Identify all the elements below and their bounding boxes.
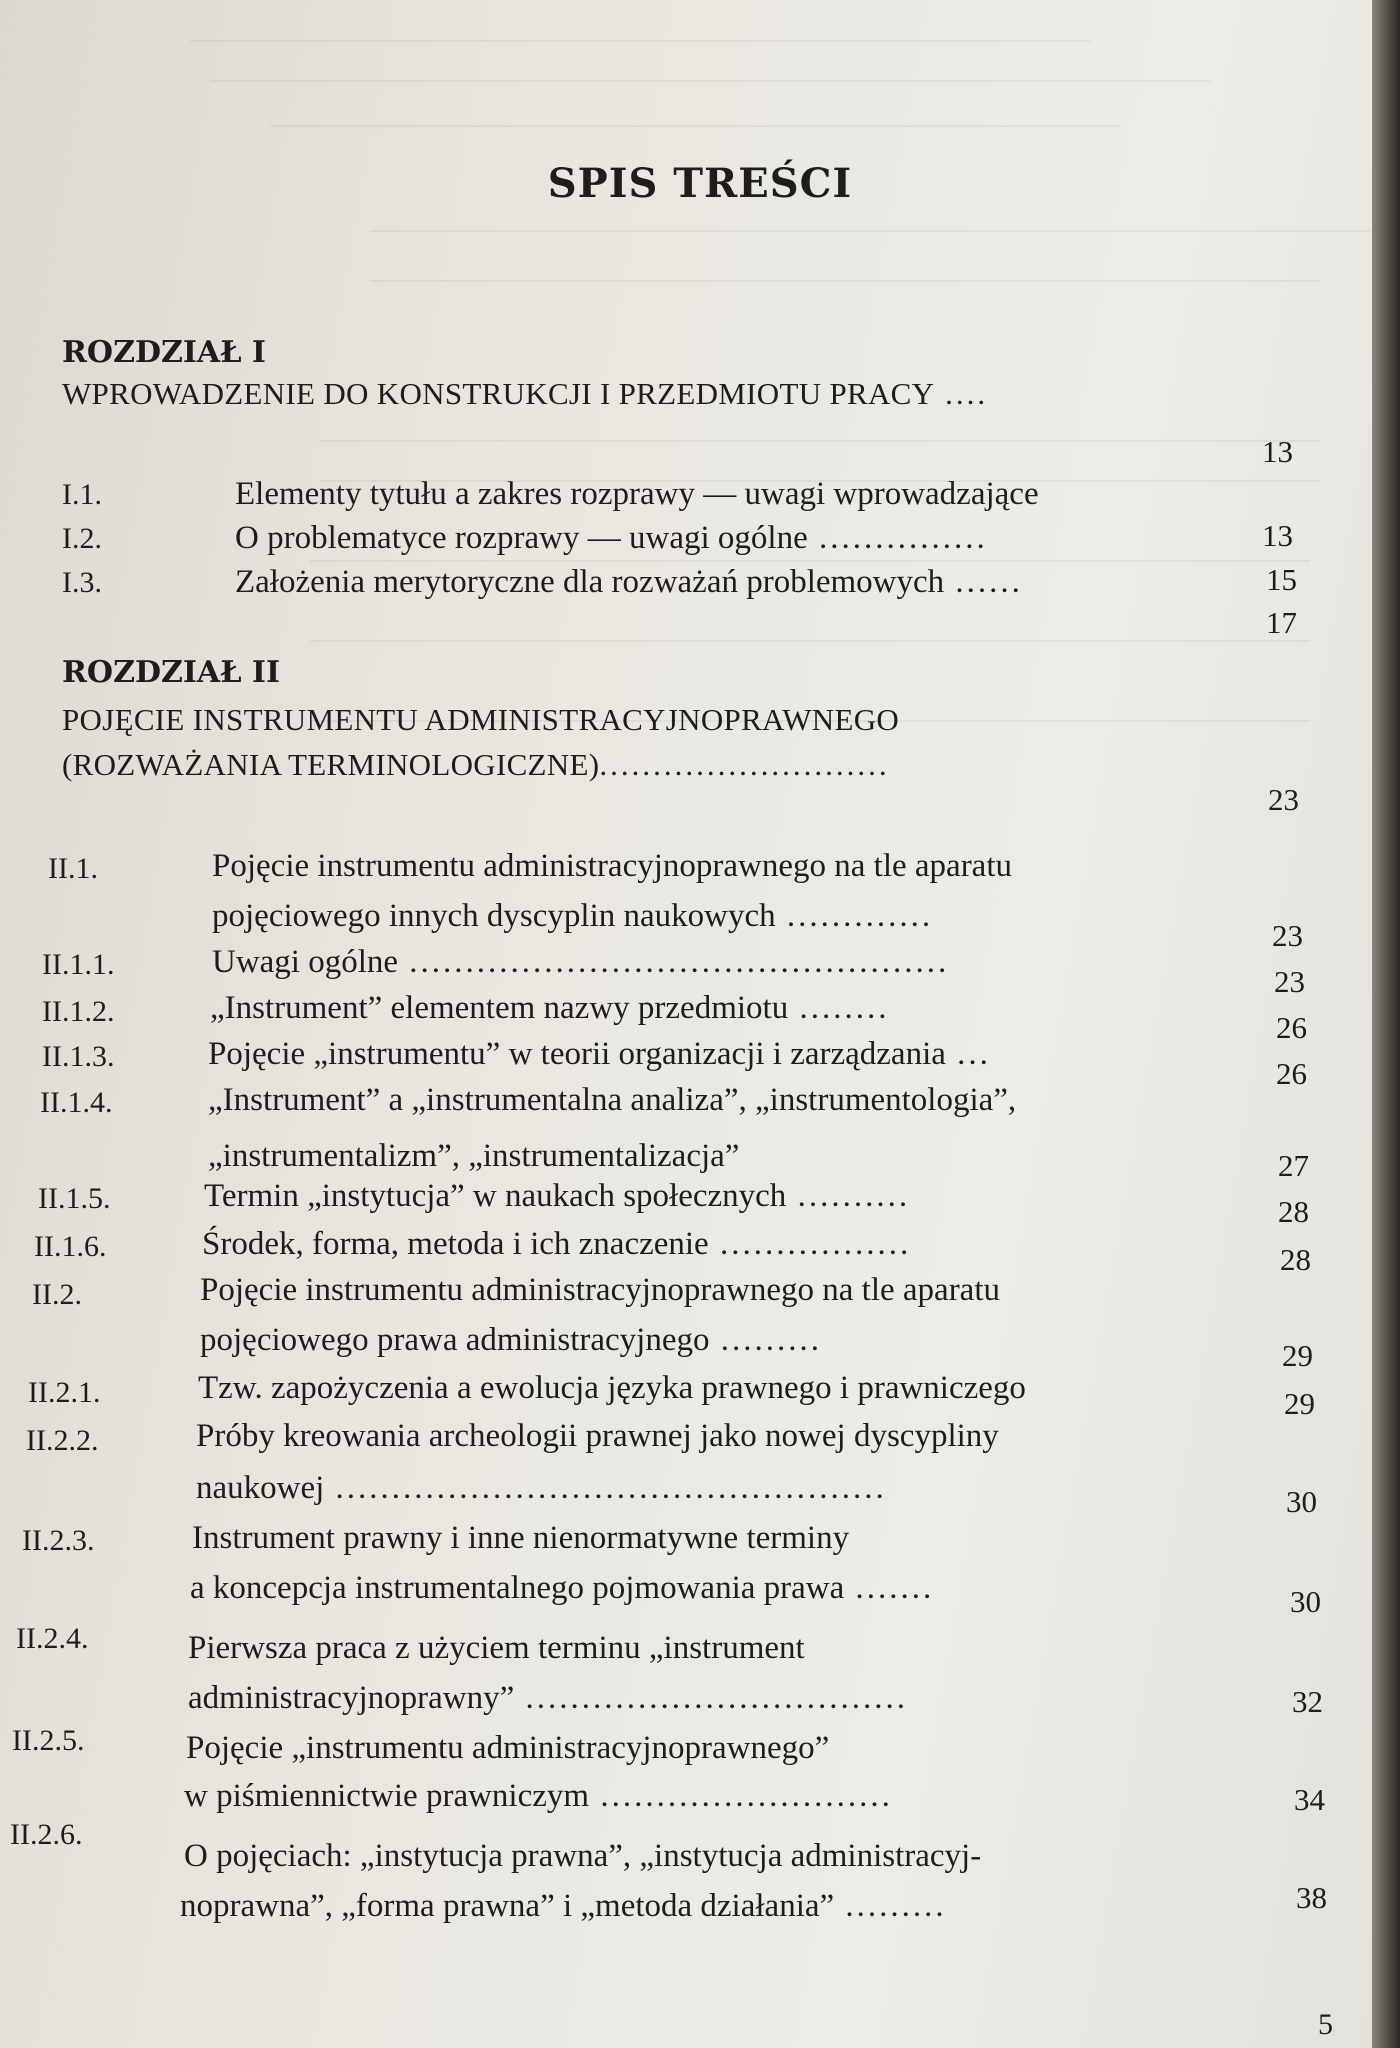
- chapter-1-heading: ROZDZIAŁ I: [62, 335, 266, 370]
- entry-page: 17: [1266, 605, 1297, 640]
- entry-title-line2: naukowej .................................................: [196, 1470, 887, 1506]
- entry-number: II.1.5.: [38, 1182, 111, 1215]
- entry-title: Instrument prawny i inne nienormatywne terminy: [192, 1520, 850, 1556]
- entry-title-text: „Instrument” elementem nazwy przedmiotu: [210, 990, 789, 1026]
- entry-title-text: naukowej: [196, 1470, 325, 1506]
- entry-number: I.3.: [62, 566, 102, 599]
- entry-page: 34: [1294, 1782, 1325, 1817]
- entry-number: II.1.6.: [34, 1230, 107, 1263]
- chapter-2-title-line1: POJĘCIE INSTRUMENTU ADMINISTRACYJNOPRAWNEGO: [62, 702, 900, 737]
- entry-title-text: a koncepcja instrumentalnego pojmowania prawa: [190, 1570, 845, 1606]
- entry-number: II.2.5.: [12, 1724, 85, 1757]
- chapter-2-page: 23: [1268, 782, 1299, 817]
- entry-number: II.2.3.: [22, 1524, 95, 1557]
- entry-page: 30: [1286, 1484, 1317, 1519]
- entry-title: Środek, forma, metoda i ich znaczenie .................: [202, 1226, 912, 1262]
- entry-title-text: Termin „instytucja” w naukach społecznych: [204, 1178, 787, 1214]
- entry-title: Pojęcie „instrumentu” w teorii organizacji i zarządzania ...: [208, 1036, 991, 1072]
- entry-page: 38: [1296, 1880, 1327, 1915]
- entry-title-text: Założenia merytoryczne dla rozważań problemowych: [235, 564, 945, 600]
- entry-title-text: Uwagi ogólne: [212, 944, 399, 980]
- entry-page: 29: [1282, 1338, 1313, 1373]
- entry-number: II.2.2.: [26, 1424, 99, 1457]
- chapter-2-heading: ROZDZIAŁ II: [62, 655, 280, 690]
- entry-page: 32: [1292, 1684, 1323, 1719]
- entry-title: Pojęcie instrumentu administracyjnoprawnego na tle aparatu: [200, 1272, 1000, 1308]
- entry-number: II.1.1.: [42, 948, 115, 981]
- entry-title-text: pojęciowego prawa administracyjnego: [200, 1322, 710, 1358]
- entry-title-text: Pojęcie „instrumentu” w teorii organizacji i zarządzania: [208, 1036, 946, 1072]
- entry-title-line2: pojęciowego innych dyscyplin naukowych .............: [212, 898, 934, 934]
- entry-title: Pierwsza praca z użyciem terminu „instrument: [188, 1630, 805, 1666]
- entry-number: II.1.3.: [42, 1040, 115, 1073]
- entry-number: I.2.: [62, 522, 102, 555]
- entry-title: Tzw. zapożyczenia a ewolucja języka prawnego i prawniczego: [198, 1370, 1026, 1406]
- entry-title: Termin „instytucja” w naukach społecznych ..........: [204, 1178, 911, 1214]
- entry-page: 28: [1280, 1242, 1311, 1277]
- entry-title-line2: pojęciowego prawa administracyjnego .........: [200, 1322, 822, 1358]
- entry-page: 15: [1266, 562, 1297, 597]
- entry-page: 28: [1278, 1194, 1309, 1229]
- page-edge-shadow: [1372, 0, 1400, 2048]
- entry-page: 26: [1276, 1010, 1307, 1045]
- chapter-1-title-text: WPROWADZENIE DO KONSTRUKCJI I PRZEDMIOTU PRACY: [62, 376, 935, 411]
- entry-page: 23: [1274, 964, 1305, 999]
- entry-title-line2: w piśmiennictwie prawniczym ..........................: [184, 1778, 893, 1814]
- entry-page: 26: [1276, 1056, 1307, 1091]
- entry-page: 29: [1284, 1386, 1315, 1421]
- entry-title-text: Środek, forma, metoda i ich znaczenie: [202, 1226, 709, 1262]
- entry-title: O pojęciach: „instytucja prawna”, „instytucja administracyj-: [184, 1838, 982, 1874]
- entry-title: Próby kreowania archeologii prawnej jako nowej dyscypliny: [196, 1418, 999, 1454]
- entry-number: II.2.1.: [28, 1376, 101, 1409]
- page-number: 5: [1318, 2008, 1333, 2041]
- chapter-1-page: 13: [1262, 434, 1293, 469]
- entry-title-text: O problematyce rozprawy — uwagi ogólne: [235, 520, 808, 556]
- chapter-2-title-text: (ROZWAŻANIA TERMINOLOGICZNE): [62, 747, 600, 782]
- entry-title: O problematyce rozprawy — uwagi ogólne ...............: [235, 520, 988, 556]
- entry-page: 27: [1278, 1148, 1309, 1183]
- entry-title: Założenia merytoryczne dla rozważań problemowych ......: [235, 564, 1023, 600]
- entry-title: „Instrument” elementem nazwy przedmiotu ........: [210, 990, 890, 1026]
- entry-title-text: w piśmiennictwie prawniczym: [184, 1778, 590, 1814]
- chapter-2-title-line2: (ROZWAŻANIA TERMINOLOGICZNE)...........................: [62, 747, 890, 782]
- entry-number: II.2.4.: [16, 1622, 89, 1655]
- entry-number: II.1.: [48, 852, 98, 885]
- entry-title: Pojęcie „instrumentu administracyjnoprawnego”: [186, 1730, 830, 1766]
- entry-number: II.1.4.: [40, 1086, 113, 1119]
- entry-number: II.2.6.: [10, 1818, 83, 1851]
- entry-page: 23: [1272, 918, 1303, 953]
- entry-page: 13: [1262, 518, 1293, 553]
- entry-title: „Instrument” a „instrumentalna analiza”, „instrumentologia”,: [208, 1082, 1017, 1118]
- entry-title-text: noprawna”, „forma prawna” i „metoda działania”: [180, 1888, 835, 1924]
- entry-title: Elementy tytułu a zakres rozprawy — uwagi wprowadzające: [235, 476, 1039, 512]
- entry-page: 30: [1290, 1584, 1321, 1619]
- entry-title-line2: a koncepcja instrumentalnego pojmowania prawa .......: [190, 1570, 935, 1606]
- entry-number: II.2.: [32, 1278, 82, 1311]
- entry-title-line2: administracyjnoprawny” ..................................: [188, 1680, 908, 1716]
- entry-title-line2: noprawna”, „forma prawna” i „metoda działania” .........: [180, 1888, 947, 1924]
- entry-title: Pojęcie instrumentu administracyjnoprawnego na tle aparatu: [212, 848, 1012, 884]
- entry-title-line2: „instrumentalizm”, „instrumentalizacja”: [208, 1138, 740, 1174]
- entry-title-text: administracyjnoprawny”: [188, 1680, 515, 1716]
- entry-title-text: pojęciowego innych dyscyplin naukowych: [212, 898, 776, 934]
- entry-number: II.1.2.: [42, 995, 115, 1028]
- page-title: SPIS TREŚCI: [547, 160, 853, 207]
- chapter-1-title: WPROWADZENIE DO KONSTRUKCJI I PRZEDMIOTU PRACY ....: [62, 376, 989, 411]
- entry-title: Uwagi ogólne ................................................: [212, 944, 950, 980]
- entry-number: I.1.: [62, 478, 102, 511]
